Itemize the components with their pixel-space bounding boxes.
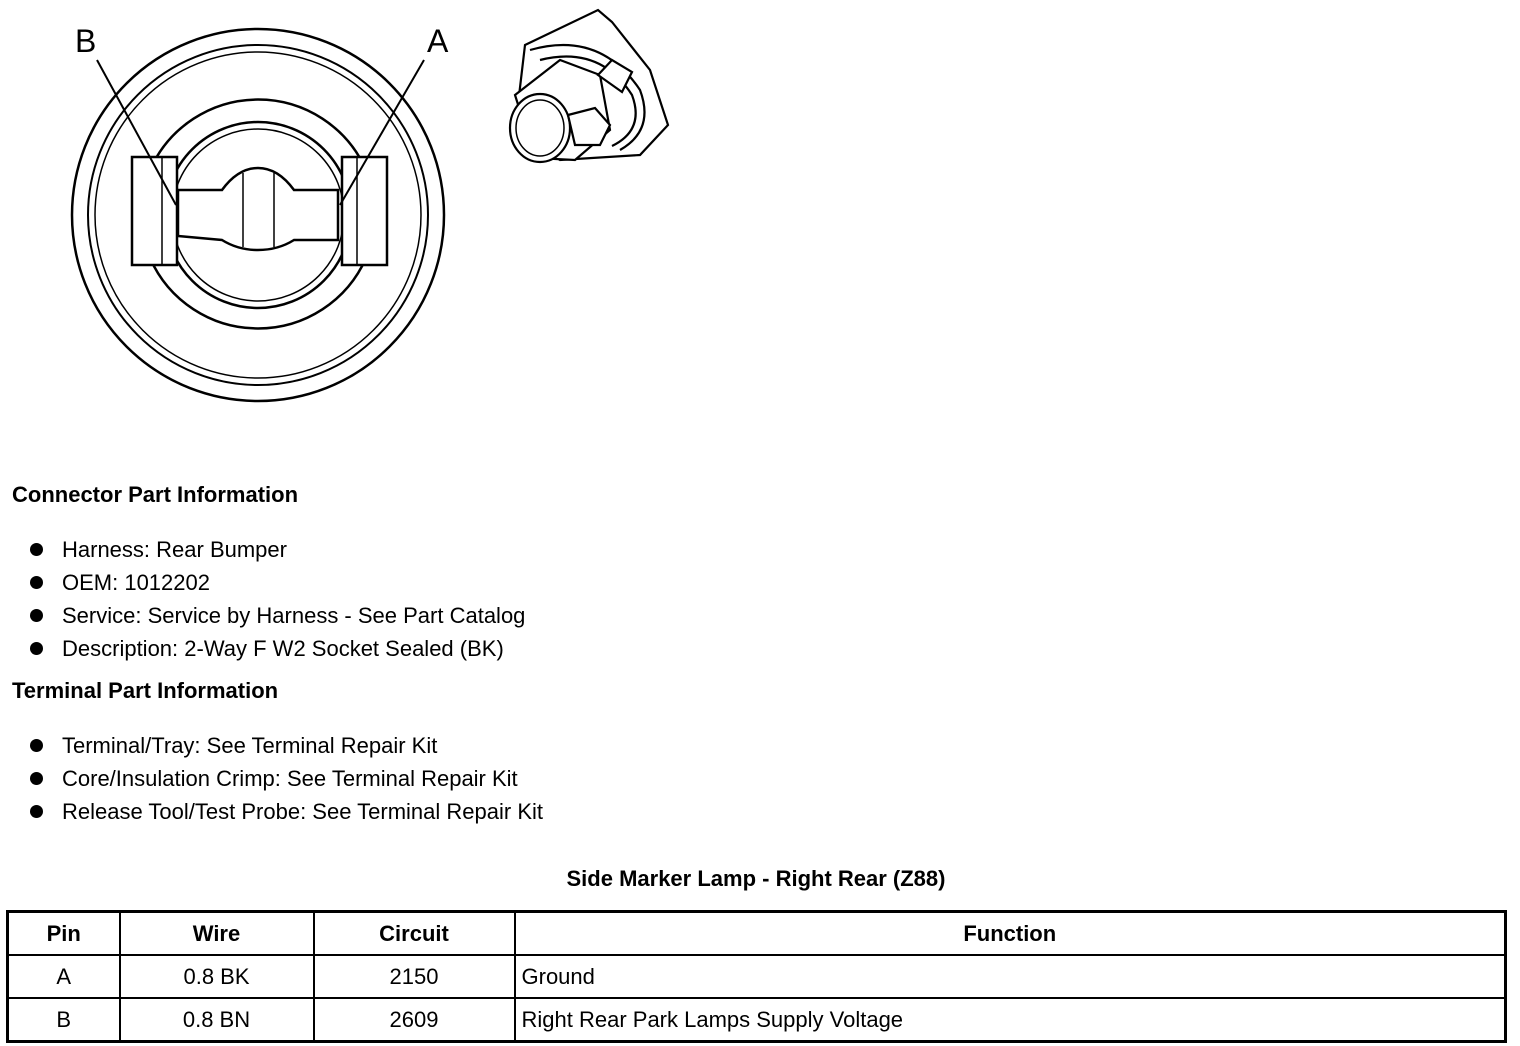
cell-wire: 0.8 BK <box>120 955 314 998</box>
table-header-row <box>8 912 1506 956</box>
list-item: Terminal/Tray: See Terminal Repair Kit <box>28 729 543 762</box>
table-row <box>8 998 1506 1042</box>
pin-label-a: A <box>427 23 449 59</box>
bullet-icon <box>30 642 43 655</box>
column-header-pin: Pin <box>8 912 120 956</box>
cell-function: Ground <box>515 955 1506 998</box>
connector-part-info-heading: Connector Part Information <box>12 482 299 507</box>
bullet-icon <box>30 576 43 589</box>
bullet-icon <box>30 805 43 818</box>
list-item: Release Tool/Test Probe: See Terminal Repair Kit <box>28 795 543 828</box>
bullet-icon <box>30 543 43 556</box>
terminal-info-list <box>28 729 543 828</box>
list-item: Description: 2-Way F W2 Socket Sealed (BK) <box>28 632 525 665</box>
pinout-table <box>6 910 1507 1043</box>
terminal-part-info-heading: Terminal Part Information <box>12 678 279 703</box>
bullet-icon <box>30 772 43 785</box>
list-item: Core/Insulation Crimp: See Terminal Repair Kit <box>28 762 543 795</box>
cell-pin: B <box>8 998 120 1042</box>
column-header-circuit: Circuit <box>314 912 515 956</box>
column-header-function: Function <box>515 912 1506 956</box>
connector-info-list <box>28 533 525 665</box>
cell-circuit: 2150 <box>314 955 515 998</box>
pin-label-b: B <box>75 23 97 59</box>
table-row <box>8 955 1506 998</box>
bullet-icon <box>30 739 43 752</box>
bullet-icon <box>30 609 43 622</box>
table-title: Side Marker Lamp - Right Rear (Z88) <box>566 866 946 891</box>
cell-circuit: 2609 <box>314 998 515 1042</box>
list-item: Service: Service by Harness - See Part Catalog <box>28 599 525 632</box>
cell-pin: A <box>8 955 120 998</box>
list-item: Harness: Rear Bumper <box>28 533 525 566</box>
column-header-wire: Wire <box>120 912 314 956</box>
list-item: OEM: 1012202 <box>28 566 525 599</box>
cell-wire: 0.8 BN <box>120 998 314 1042</box>
cell-function: Right Rear Park Lamps Supply Voltage <box>515 998 1506 1042</box>
bulb-socket-illustration <box>510 10 668 162</box>
connector-diagram <box>0 0 700 420</box>
